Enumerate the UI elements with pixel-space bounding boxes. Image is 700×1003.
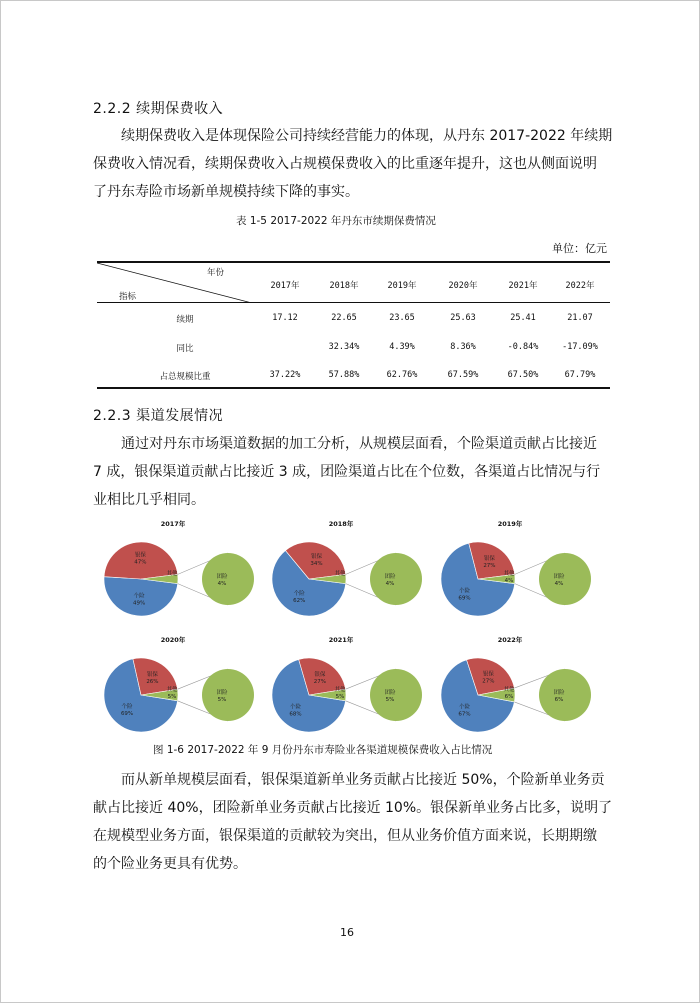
table-cell: 22.65 bbox=[331, 313, 357, 323]
section-heading: 2.2.3 渠道发展情况 bbox=[93, 408, 224, 424]
paragraph-line: 保费收入情况看，续期保费收入占规模保费收入的比重逐年提升，这也从侧面说明 bbox=[93, 156, 597, 172]
pie-pct-yinbao: 27% bbox=[483, 563, 496, 570]
paragraph-line: 7 成，银保渠道贡献占比接近 3 成，团险渠道占比在个位数，各渠道占比情况与行 bbox=[93, 464, 601, 480]
pie-label-geren: 个险 bbox=[290, 704, 302, 711]
sub-pie-pct: 4% bbox=[385, 581, 395, 587]
pie-chart bbox=[103, 531, 263, 631]
table-cell: 37.22% bbox=[269, 370, 301, 380]
table-bottom-rule bbox=[97, 387, 610, 389]
pie-chart bbox=[440, 647, 600, 747]
pie-label-other: 其他 bbox=[334, 687, 346, 693]
row-label: 同比 bbox=[176, 344, 194, 354]
pie-title: 2022年 bbox=[497, 636, 523, 644]
table-cell: 8.36% bbox=[450, 342, 476, 352]
pie-label-other: 其他 bbox=[503, 687, 515, 693]
pie-label-yinbao: 银保 bbox=[134, 552, 146, 559]
pie-pct-other: 4% bbox=[504, 578, 514, 584]
sub-pie-label: 团险 bbox=[216, 574, 228, 580]
table-cell: 4.39% bbox=[389, 342, 415, 352]
pie-label-geren: 个险 bbox=[293, 590, 305, 597]
pie-chart bbox=[103, 647, 263, 747]
sub-pie-pct: 6% bbox=[554, 697, 564, 703]
pie-label-geren: 个险 bbox=[121, 703, 133, 710]
pie-pct-yinbao: 27% bbox=[482, 678, 495, 685]
pie-label-geren: 个险 bbox=[459, 588, 471, 595]
pie-pct-geren: 62% bbox=[293, 597, 306, 604]
pie-pct-yinbao: 27% bbox=[313, 678, 327, 685]
pie-label-other: 其他 bbox=[166, 687, 178, 693]
pie-pct-yinbao: 47% bbox=[134, 559, 147, 566]
paragraph-renewal bbox=[93, 122, 613, 206]
pie-pct-geren: 69% bbox=[458, 595, 471, 602]
pie-pct-other: 6% bbox=[504, 694, 514, 700]
pie-title: 2017年 bbox=[160, 520, 186, 528]
pie-title: 2018年 bbox=[328, 520, 354, 528]
table-cell: 21.07 bbox=[567, 313, 593, 323]
sub-pie-tuanxian bbox=[370, 553, 422, 605]
section-heading: 2.2.2 续期保费收入 bbox=[93, 101, 224, 117]
paragraph-line: 的个险业务更具有优势。 bbox=[93, 856, 247, 872]
sub-pie-tuanxian bbox=[202, 553, 254, 605]
figure-caption: 图 1-6 2017-2022 年 9 月份丹东市寿险业各渠道规模保费收入占比情况 bbox=[153, 744, 493, 756]
row-label: 占总规模比重 bbox=[159, 372, 211, 382]
table-cell: 23.65 bbox=[389, 313, 415, 323]
pie-chart bbox=[271, 531, 431, 631]
year-header: 2017年 bbox=[270, 281, 300, 291]
renewal-table bbox=[97, 261, 610, 389]
pie-chart bbox=[271, 647, 431, 747]
paragraph-channels bbox=[93, 430, 613, 514]
pie-pct-geren: 49% bbox=[132, 600, 146, 607]
pie-pct-geren: 69% bbox=[120, 710, 134, 717]
pie-label-yinbao: 银保 bbox=[483, 556, 495, 563]
pie-label-yinbao: 银保 bbox=[310, 554, 322, 561]
pie-pct-other: 5% bbox=[335, 694, 345, 700]
sub-pie-tuanxian bbox=[539, 553, 591, 605]
table-cell: 25.63 bbox=[450, 313, 476, 323]
table-cell: 25.41 bbox=[510, 313, 536, 323]
pie-label-yinbao: 银保 bbox=[314, 671, 326, 678]
year-header: 2020年 bbox=[448, 281, 478, 291]
pie-label-yinbao: 银保 bbox=[482, 671, 494, 678]
paragraph-line: 而从新单规模层面看，银保渠道新单业务贡献占比接近 50%，个险新单业务贡 bbox=[121, 772, 605, 788]
year-header: 2019年 bbox=[387, 281, 417, 291]
pie-label-geren: 个险 bbox=[133, 593, 145, 600]
sub-pie-pct: 4% bbox=[217, 581, 227, 587]
table-cell: 32.34% bbox=[328, 342, 360, 352]
pie-label-geren: 个险 bbox=[459, 704, 471, 711]
sub-pie-label: 团险 bbox=[553, 690, 565, 696]
row-label: 续期 bbox=[176, 315, 194, 325]
sub-pie-tuanxian bbox=[370, 669, 422, 721]
table-cell: -0.84% bbox=[507, 342, 539, 352]
table-cell: 62.76% bbox=[386, 370, 418, 380]
pie-label-other: 其他 bbox=[503, 571, 515, 577]
year-header: 2021年 bbox=[508, 281, 538, 291]
pie-title: 2020年 bbox=[160, 636, 186, 644]
paragraph-line: 在规模型业务方面，银保渠道的贡献较为突出，但从业务价值方面来说，长期期缴 bbox=[93, 828, 597, 844]
pie-label-yinbao: 银保 bbox=[146, 672, 158, 679]
pie-label-other: 其他 bbox=[334, 571, 346, 577]
pie-pct-other: 5% bbox=[167, 694, 177, 700]
table-cell: -17.09% bbox=[562, 342, 598, 352]
sub-pie-label: 团险 bbox=[384, 690, 396, 696]
paragraph-new-business bbox=[93, 766, 613, 878]
pie-label-other: 其他 bbox=[166, 571, 178, 577]
table-unit: 单位：亿元 bbox=[552, 242, 607, 255]
table-caption: 表 1-5 2017-2022 年丹东市续期保费情况 bbox=[236, 215, 436, 227]
paragraph-line: 了丹东寿险市场新单规模持续下降的事实。 bbox=[93, 184, 359, 200]
pie-pct-geren: 68% bbox=[289, 711, 302, 718]
page-number: 16 bbox=[340, 926, 354, 939]
sub-pie-tuanxian bbox=[539, 669, 591, 721]
corner-indicator-label: 指标 bbox=[119, 292, 137, 302]
pie-pct-yinbao: 26% bbox=[146, 679, 159, 686]
pie-pct-geren: 67% bbox=[458, 711, 471, 718]
table-cell: 57.88% bbox=[328, 370, 360, 380]
paragraph-line: 通过对丹东市场渠道数据的加工分析，从规模层面看，个险渠道贡献占比接近 bbox=[121, 436, 597, 452]
table-cell: 67.59% bbox=[447, 370, 479, 380]
paragraph-line: 续期保费收入是体现保险公司持续经营能力的体现，从丹东 2017-2022 年续期 bbox=[121, 128, 613, 144]
pie-title: 2021年 bbox=[328, 636, 354, 644]
table-cell: 67.79% bbox=[564, 370, 596, 380]
paragraph-line: 业相比几乎相同。 bbox=[93, 492, 205, 508]
sub-pie-label: 团险 bbox=[553, 574, 565, 580]
table-cell: 17.12 bbox=[272, 313, 298, 323]
pie-title: 2019年 bbox=[497, 520, 523, 528]
pie-pct-yinbao: 34% bbox=[310, 561, 323, 568]
sub-pie-label: 团险 bbox=[216, 690, 228, 696]
corner-year-label: 年份 bbox=[207, 268, 225, 278]
sub-pie-tuanxian bbox=[202, 669, 254, 721]
sub-pie-label: 团险 bbox=[384, 574, 396, 580]
sub-pie-pct: 5% bbox=[217, 697, 227, 703]
year-header: 2022年 bbox=[565, 281, 595, 291]
sub-pie-pct: 4% bbox=[554, 581, 564, 587]
table-cell: 67.50% bbox=[507, 370, 539, 380]
paragraph-line: 献占比接近 40%，团险新单业务贡献占比接近 10%。银保新单业务占比多，说明了 bbox=[93, 800, 613, 816]
sub-pie-pct: 5% bbox=[385, 697, 395, 703]
year-header: 2018年 bbox=[329, 281, 359, 291]
pie-chart bbox=[440, 531, 600, 631]
